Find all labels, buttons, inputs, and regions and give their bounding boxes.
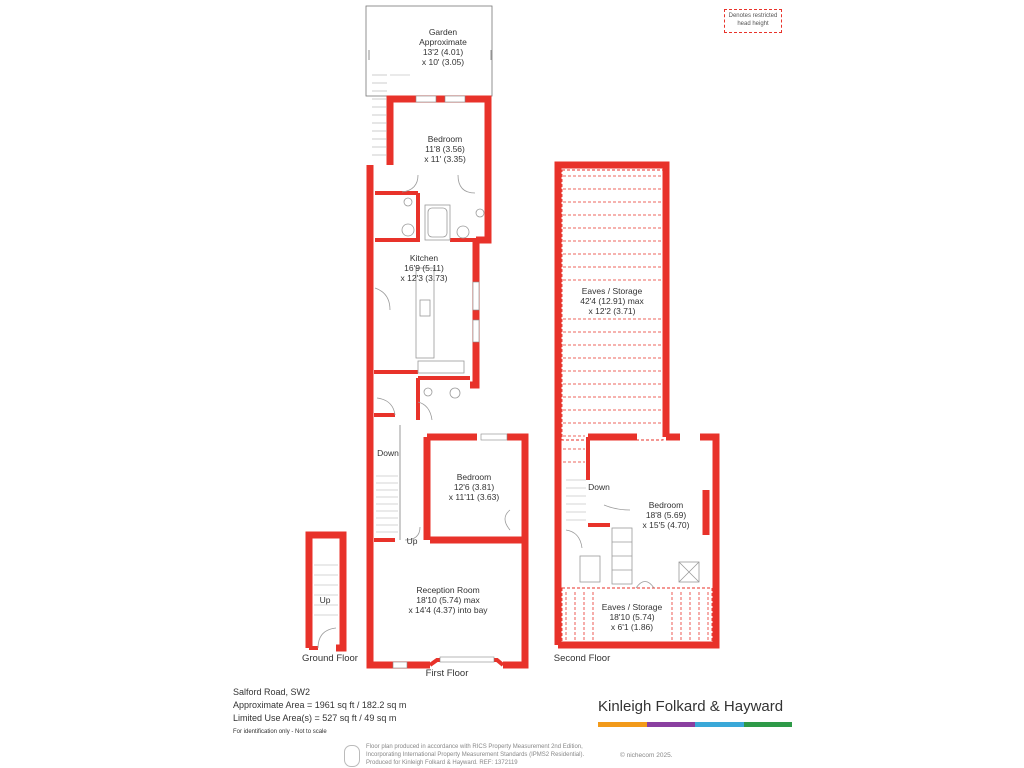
- label-garden: [419, 27, 467, 67]
- legend-text: Denotes restricted head height: [728, 13, 778, 27]
- svg-text:x 12'2 (3.71): x 12'2 (3.71): [588, 306, 636, 316]
- label-reception-room: [408, 585, 488, 615]
- svg-text:Bedroom: Bedroom: [456, 472, 492, 482]
- svg-text:12'6 (3.81): 12'6 (3.81): [453, 482, 495, 492]
- stair-up-ground-label: Up: [319, 595, 331, 605]
- floor-label-second: Second Floor: [553, 653, 611, 664]
- svg-text:x 12'3 (3.73): x 12'3 (3.73): [400, 273, 448, 283]
- label-bedroom-second: [643, 500, 690, 530]
- floor-label-ground: Ground Floor: [302, 653, 358, 664]
- stair-down-label: Down: [377, 448, 399, 458]
- svg-text:Approximate: Approximate: [419, 37, 467, 47]
- footer-notice: [366, 743, 584, 767]
- svg-text:x 11'11 (3.63): x 11'11 (3.63): [448, 492, 500, 502]
- svg-text:18'10 (5.74): 18'10 (5.74): [609, 612, 655, 622]
- svg-text:Reception Room: Reception Room: [416, 585, 480, 595]
- svg-text:x 14'4 (4.37) into bay: x 14'4 (4.37) into bay: [408, 605, 488, 615]
- limited-use-area: Limited Use Area(s) = 527 sq ft / 49 sq m: [233, 713, 397, 723]
- svg-text:18'10 (5.74) max: 18'10 (5.74) max: [416, 595, 480, 605]
- svg-text:Eaves / Storage: Eaves / Storage: [601, 602, 663, 612]
- footer-line-2: Incorporating International Property Measurement Standards (IPMS2 Residential).: [366, 752, 585, 758]
- brand-color-bar: [598, 722, 792, 727]
- approximate-area: Approximate Area = 1961 sq ft / 182.2 sq m: [233, 700, 407, 710]
- label-eaves-top: [580, 286, 644, 316]
- footer-line-3: Produced for Kinleigh Folkard & Hayward. REF: 1372119: [366, 760, 518, 766]
- brand-bar-green: [744, 722, 793, 727]
- svg-text:x 10' (3.05): x 10' (3.05): [421, 57, 465, 67]
- brand-bar-purple: [647, 722, 696, 727]
- room-name: Garden: [428, 27, 458, 37]
- ground-floor-walls: [309, 535, 343, 648]
- rics-badge-icon: [344, 745, 360, 767]
- label-bedroom-mid: [449, 472, 500, 502]
- svg-text:18'8 (5.69): 18'8 (5.69): [645, 510, 687, 520]
- svg-text:Bedroom: Bedroom: [648, 500, 684, 510]
- copyright: © nichecom 2025.: [620, 752, 673, 759]
- svg-text:x 11' (3.35): x 11' (3.35): [424, 154, 466, 164]
- label-eaves-bottom: [602, 602, 663, 632]
- stair-down-second-label: Down: [588, 482, 610, 492]
- floor-label-first: First Floor: [425, 668, 469, 679]
- footer-line-1: Floor plan produced in accordance with RICS Property Measurement 2nd Edition,: [366, 744, 583, 750]
- svg-text:x 6'1 (1.86): x 6'1 (1.86): [610, 622, 654, 632]
- scale-note: For identification only - Not to scale: [233, 729, 327, 735]
- stair-up-label: Up: [406, 536, 418, 546]
- label-kitchen: [401, 253, 448, 283]
- svg-text:11'8 (3.56): 11'8 (3.56): [425, 144, 465, 154]
- svg-text:Kitchen: Kitchen: [409, 253, 439, 263]
- restricted-head-height-legend: [724, 9, 782, 33]
- svg-text:Bedroom: Bedroom: [427, 134, 463, 144]
- svg-text:x 15'5 (4.70): x 15'5 (4.70): [642, 520, 690, 530]
- brand-bar-blue: [695, 722, 744, 727]
- eaves-hatching: [563, 176, 662, 462]
- svg-text:Eaves / Storage: Eaves / Storage: [581, 286, 643, 296]
- svg-text:16'9 (5.11): 16'9 (5.11): [404, 263, 444, 273]
- svg-text:42'4 (12.91) max: 42'4 (12.91) max: [580, 296, 644, 306]
- brand-bar-orange: [598, 722, 647, 727]
- first-floor-walls: [370, 99, 525, 665]
- label-bedroom-top: [424, 134, 466, 164]
- svg-text:13'2 (4.01): 13'2 (4.01): [422, 47, 464, 57]
- property-info: [233, 686, 406, 739]
- second-floor-walls: [558, 165, 716, 645]
- address: Salford Road, SW2: [233, 687, 311, 697]
- brand-logo: Kinleigh Folkard & Hayward: [598, 698, 784, 715]
